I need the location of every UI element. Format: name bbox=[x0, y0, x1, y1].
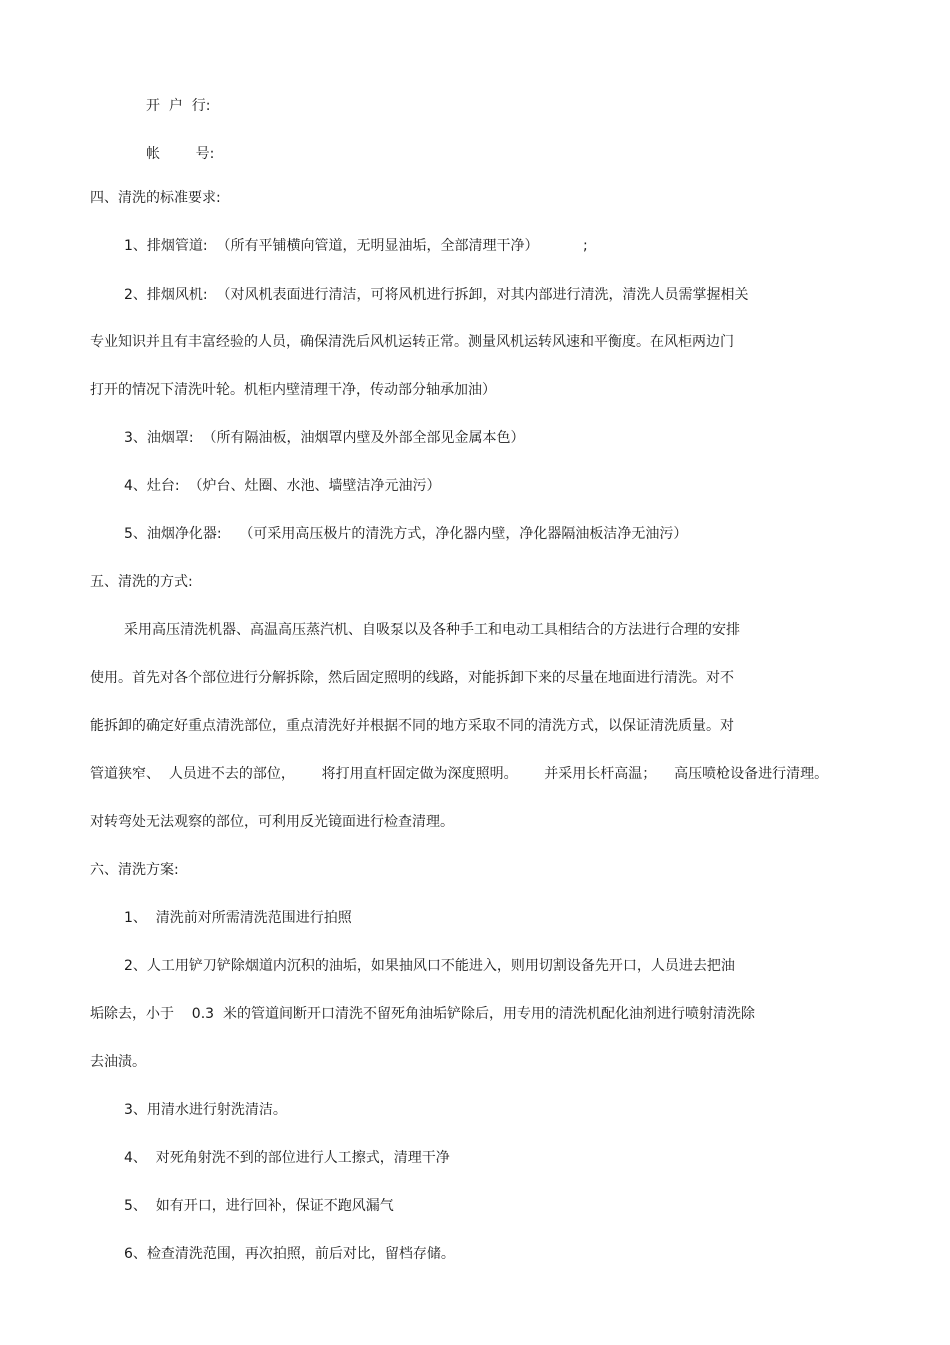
plan-item-6: 6、检查清洗范围，再次拍照，前后对比，留档存储。 bbox=[124, 1246, 455, 1262]
standard-item-4: 4、灶台: （炉台、灶圈、水池、墙壁洁净元油污） bbox=[124, 478, 441, 494]
section-heading-5: 五、清洗的方式: bbox=[90, 574, 193, 590]
plan-item-4: 4、 对死角射洗不到的部位进行人工擦式，清理干净 bbox=[124, 1150, 450, 1166]
plan-item-5: 5、 如有开口，进行回补，保证不跑风漏气 bbox=[124, 1198, 394, 1214]
method-paragraph-line-1: 采用高压清洗机器、高温高压蒸汽机、自吸泵以及各种手工和电动工具相结合的方法进行合理的安排 bbox=[124, 622, 740, 638]
standard-item-2-cont-2: 打开的情况下清洗叶轮。机柜内壁清理干净，传动部分轴承加油） bbox=[90, 382, 496, 398]
plan-item-1: 1、 清洗前对所需清洗范围进行拍照 bbox=[124, 910, 352, 926]
method-paragraph-line-5: 对转弯处无法观察的部位，可利用反光镜面进行检查清理。 bbox=[90, 814, 454, 830]
method-paragraph-line-3: 能拆卸的确定好重点清洗部位，重点清洗好并根据不同的地方采取不同的清洗方式，以保证清洗质量。对 bbox=[90, 718, 734, 734]
standard-item-2-cont-1: 专业知识并且有丰富经验的人员，确保清洗后风机运转正常。测量风机运转风速和平衡度。在风柜两边门 bbox=[90, 334, 734, 350]
standard-item-3: 3、油烟罩: （所有隔油板，油烟罩内壁及外部全部见金属本色） bbox=[124, 430, 525, 446]
section-heading-6: 六、清洗方案: bbox=[90, 862, 179, 878]
plan-item-2-cont-1: 垢除去，小于 0.3 米的管道间断开口清洗不留死角油垢铲除后，用专用的清洗机配化油剂进行喷射清洗除 bbox=[90, 1006, 755, 1022]
plan-item-3: 3、用清水进行射洗清洁。 bbox=[124, 1102, 287, 1118]
standard-item-1: 1、排烟管道: （所有平铺横向管道，无明显油垢，全部清理干净） ; bbox=[124, 238, 588, 254]
plan-item-2-cont-2: 去油渍。 bbox=[90, 1054, 146, 1070]
section-heading-4: 四、清洗的标准要求: bbox=[90, 190, 221, 206]
account-label: 帐 号: bbox=[146, 146, 215, 162]
method-paragraph-line-4: 管道狭窄、 人员进不去的部位， 将打用直杆固定做为深度照明。 并采用长杆高温； 高压喷枪设备进行清理。 bbox=[90, 766, 829, 782]
standard-item-5: 5、油烟净化器: （可采用高压极片的清洗方式，净化器内壁，净化器隔油板洁净无油污） bbox=[124, 526, 688, 542]
plan-item-2: 2、人工用铲刀铲除烟道内沉积的油垢，如果抽风口不能进入，则用切割设备先开口，人员进去把油 bbox=[124, 958, 735, 974]
bank-label: 开 户 行: bbox=[146, 98, 211, 114]
method-paragraph-line-2: 使用。首先对各个部位进行分解拆除，然后固定照明的线路，对能拆卸下来的尽量在地面进行清洗。对不 bbox=[90, 670, 734, 686]
standard-item-2: 2、排烟风机: （对风机表面进行清洁，可将风机进行拆卸，对其内部进行清洗，清洗人员需掌握相关 bbox=[124, 287, 749, 303]
